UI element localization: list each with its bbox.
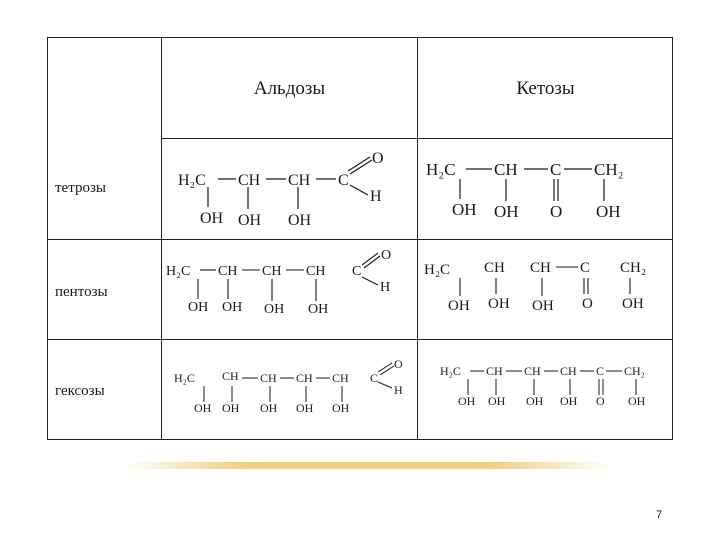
row-label-pentoses: пентозы xyxy=(55,284,108,300)
formula-pentose-aldose xyxy=(164,243,414,333)
formula-hexose-aldose xyxy=(172,350,412,430)
atom-ch2: CH₂ xyxy=(624,364,645,378)
table-divider-h3 xyxy=(47,339,673,340)
atom-c: C xyxy=(596,364,605,378)
group-oh: OH xyxy=(622,296,644,312)
group-oh: OH xyxy=(222,401,240,415)
atom-ch: CH xyxy=(296,371,313,385)
group-oh: OH xyxy=(488,394,506,408)
atom-ch: CH xyxy=(486,364,503,378)
atom-ch: CH xyxy=(238,172,261,189)
group-oh: OH xyxy=(288,212,312,229)
atom-ch: CH xyxy=(222,369,239,383)
decorative-divider xyxy=(125,462,611,469)
group-oh: OH xyxy=(532,298,554,314)
group-oh: OH xyxy=(526,394,544,408)
atom-h2c: H₂C xyxy=(426,160,456,179)
group-oh: OH xyxy=(494,202,519,221)
group-oh: OH xyxy=(448,298,470,314)
atom-h2c: H₂C xyxy=(174,371,195,385)
atom-o: O xyxy=(394,357,403,371)
group-oh: OH xyxy=(596,202,621,221)
row-label-tetroses: тетрозы xyxy=(55,180,106,196)
atom-c: C xyxy=(550,160,562,179)
table-divider-h2 xyxy=(47,239,673,240)
atom-ch: CH xyxy=(560,364,577,378)
group-oh: OH xyxy=(264,302,285,317)
atom-o: O xyxy=(596,394,605,408)
atom-ch: CH xyxy=(262,264,282,279)
atom-ch: CH xyxy=(524,364,541,378)
page-number: 7 xyxy=(656,509,663,521)
group-oh: OH xyxy=(238,212,262,229)
atom-ch2: CH₂ xyxy=(594,160,624,179)
atom-o: O xyxy=(550,202,563,221)
atom-ch: CH xyxy=(218,264,238,279)
group-oh: OH xyxy=(296,401,314,415)
atom-ch: CH xyxy=(530,260,551,276)
atom-h: H xyxy=(394,383,403,397)
atom-ch: CH xyxy=(484,260,505,276)
group-oh: OH xyxy=(458,394,476,408)
atom-h: H xyxy=(370,188,382,205)
group-oh: OH xyxy=(452,200,477,219)
atom-c: C xyxy=(580,260,591,276)
atom-h2c: H₂C xyxy=(440,364,461,378)
row-label-hexoses: гексозы xyxy=(55,383,105,399)
formula-hexose-ketose xyxy=(438,355,668,430)
group-oh: OH xyxy=(188,300,209,315)
header-aldoses: Альдозы xyxy=(253,78,326,99)
group-oh: OH xyxy=(194,401,212,415)
group-oh: OH xyxy=(222,300,243,315)
atom-h2c: H₂C xyxy=(178,172,206,189)
formula-pentose-ketose xyxy=(420,248,670,333)
atom-c: C xyxy=(370,371,379,385)
group-oh: OH xyxy=(332,401,350,415)
group-oh: OH xyxy=(308,302,329,317)
formula-tetrose-ketose xyxy=(422,145,667,235)
atom-c: C xyxy=(352,264,362,279)
atom-o: O xyxy=(372,150,384,167)
group-oh: OH xyxy=(488,296,510,312)
atom-ch2: CH₂ xyxy=(620,260,647,276)
atom-ch: CH xyxy=(260,371,277,385)
header-ketoses: Кетозы xyxy=(516,78,575,99)
atom-h: H xyxy=(380,280,391,295)
atom-h2c: H₂C xyxy=(166,264,191,279)
atom-o: O xyxy=(582,296,593,312)
atom-ch: CH xyxy=(494,160,518,179)
atom-ch: CH xyxy=(306,264,326,279)
group-oh: OH xyxy=(260,401,278,415)
group-oh: OH xyxy=(560,394,578,408)
atom-o: O xyxy=(381,248,392,263)
table-divider-h1 xyxy=(161,138,673,139)
atom-c: C xyxy=(338,172,349,189)
group-oh: OH xyxy=(628,394,646,408)
atom-ch: CH xyxy=(288,172,311,189)
atom-h2c: H₂C xyxy=(424,262,451,278)
atom-ch: CH xyxy=(332,371,349,385)
group-oh: OH xyxy=(200,210,224,227)
formula-tetrose-aldose xyxy=(170,145,410,235)
